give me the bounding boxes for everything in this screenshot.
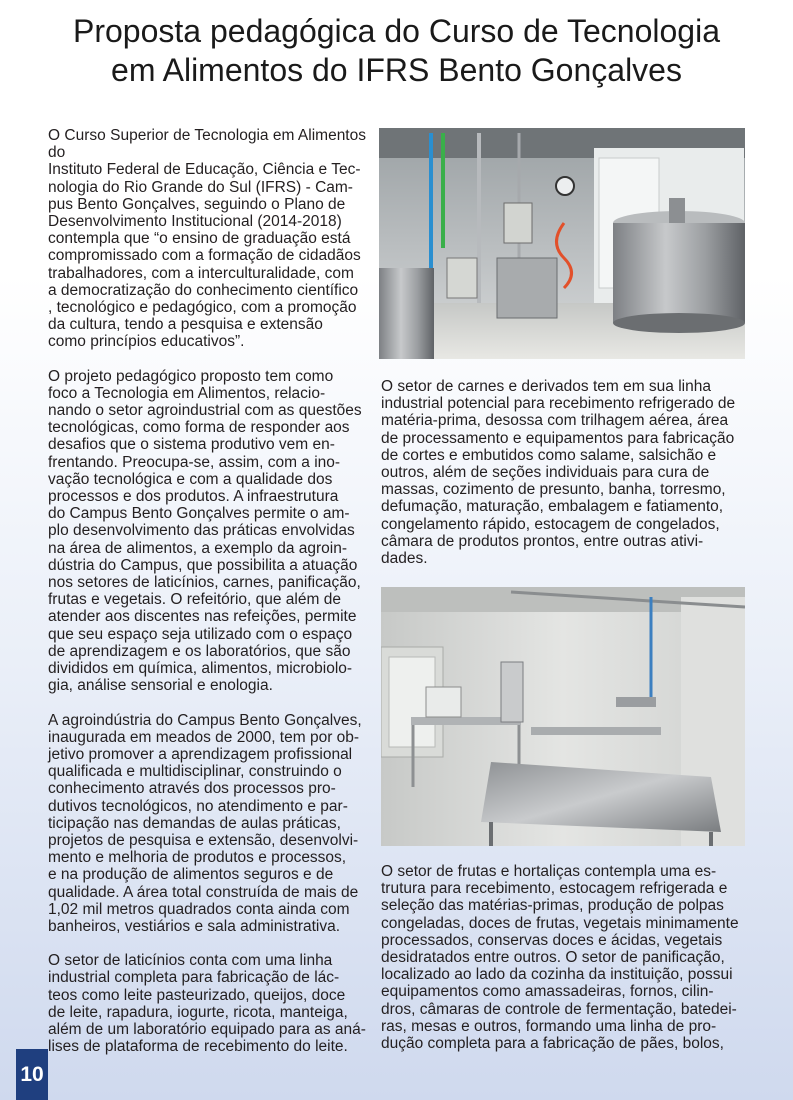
photo-meat-processing-room [381, 587, 745, 846]
title-line-2: em Alimentos do IFRS Bento Gonçalves [111, 52, 682, 88]
paragraph-intro: O Curso Superior de Tecnologia em Alimentos do Instituto Federal de Educação, Ciência e Tec- nologia do Rio Grande do Sul (IFRS) - Cam- pus Bento Gonçalves, seguindo o Plano de Desenvolvimento Institucional (2014-2018) contempla que “o ensino de graduação está compromissado com a formação de cidadãos trabalhadores, com a interculturalidade, com a democratização do conhecimento científico , tecnológico e pedagógico, com a promoção da cultura, tendo a pesquisa e extensão como princípios educativos”. [48, 127, 366, 351]
paragraph-agroindustry: A agroindústria do Campus Bento Gonçalves, inaugurada em meados de 2000, tem por ob- jetivo promover a aprendizagem profissional qualificada e multidisciplinar, construindo o conhecimento através dos processos pro- dutivos tecnológicos, no atendimento e par- ticipação nas demandas de aulas práticas, projetos de pesquisa e extensão, desenvolvi- mento e melhoria de produtos e processos, e na produção de alimentos seguros e de qualidade. A área total construída de mais de 1,02 mil metros quadrados conta ainda com banheiros, vestiários e sala administrativa. [48, 711, 362, 935]
title-line-1: Proposta pedagógica do Curso de Tecnologia [73, 13, 720, 49]
photo-dairy-processing-room [379, 128, 745, 359]
paragraph-project: O projeto pedagógico proposto tem como foco a Tecnologia em Alimentos, relacio- nando o setor agroindustrial com as questões tecnológicas, como forma de responder aos desafios que o sistema produtivo vem en- frentando. Preocupa-se, assim, com a ino- vação tecnológica e com a qualidade dos processos e dos produtos. A infraestrutura do Campus Bento Gonçalves permite o am- plo desenvolvimento das práticas envolvidas na área de alimentos, a exemplo da agroin- dústria do Campus, que possibilita a atuação nos setores de laticínios, carnes, panificação, frutas e vegetais. O refeitório, que além de atender aos discentes nas refeições, permite que seu espaço seja utilizado com o espaço de aprendizagem e os laboratórios, que são divididos em química, alimentos, microbiolo- gia, análise sensorial e enologia. [48, 367, 362, 695]
left-column [48, 127, 366, 1055]
right-column-top [381, 378, 745, 567]
paragraph-fruits-bakery: O setor de frutas e hortaliças contempla uma es- trutura para recebimento, estocagem refrigerada e seleção das matérias-primas, produção de polpas congeladas, doces de frutas, vegetais minimamente processados, conservas doces e ácidas, vegetais desidratados entre outros. O setor de panificação, localizado ao lado da cozinha da instituição, possui equipamentos como amassadeiras, fornos, cilin- dros, câmaras de controle de fermentação, batedei- ras, mesas e outros, formando uma linha de pro- dução completa para a fabricação de pães, bolos, [381, 863, 739, 1053]
paragraph-dairy: O setor de laticínios conta com uma linha industrial completa para fabricação de lác- teos como leite pasteurizado, queijos, doce de leite, rapadura, iogurte, ricota, manteiga, além de um laboratório equipado para as aná- lises de plataforma de recebimento do leite. [48, 952, 366, 1056]
page-title [20, 12, 773, 90]
paragraph-meat: O setor de carnes e derivados tem em sua linha industrial potencial para recebimento refrigerado de matéria-prima, desossa com trilhagem aérea, área de processamento e equipamentos para fabricação de cortes e embutidos como salame, salsichão e outros, além de seções individuais para cura de massas, cozimento de presunto, banha, torresmo, defumação, maturação, embalagem e fatiamento, congelamento rápido, estocagem de congelados, câmara de produtos prontos, entre outras ativi- dades. [381, 378, 736, 568]
page-number: 10 [16, 1049, 48, 1100]
right-column-bottom [381, 863, 745, 1052]
